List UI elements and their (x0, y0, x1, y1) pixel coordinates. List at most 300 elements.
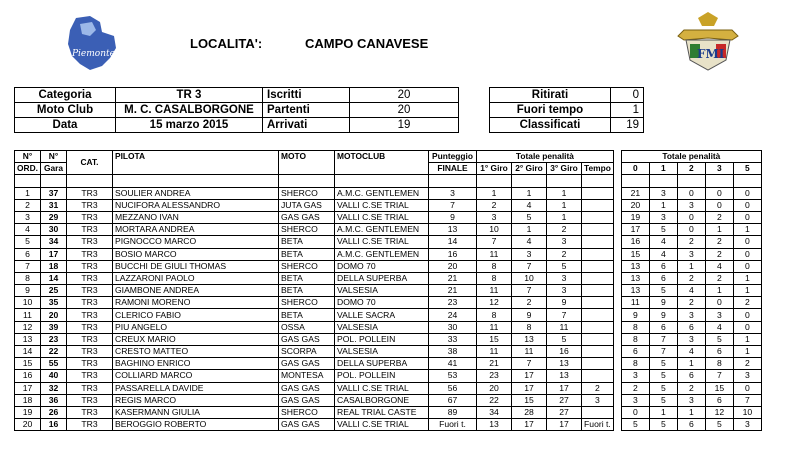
rider-name-cell: BOSIO MARCO (113, 248, 279, 260)
lap-3-cell: 7 (547, 309, 582, 321)
lap-1-cell: 34 (477, 406, 512, 418)
table-row (15, 321, 762, 333)
ritirati-value: 0 (611, 88, 644, 103)
pen-0-count-cell: 6 (621, 346, 649, 358)
column-spacer (613, 285, 621, 297)
column-spacer (613, 346, 621, 358)
header-giro-3: 3° Giro (547, 163, 582, 175)
club-cell: POL. POLLEIN (335, 370, 429, 382)
pen-5-count-cell: 0 (733, 248, 761, 260)
lap-3-cell: 2 (547, 248, 582, 260)
column-spacer (613, 358, 621, 370)
lap-2-cell: 8 (512, 321, 547, 333)
race-number-cell: 22 (41, 346, 67, 358)
category-cell: TR3 (67, 297, 113, 309)
club-cell: A.M.C. GENTLEMEN (335, 248, 429, 260)
lap-3-cell: 13 (547, 370, 582, 382)
rank-cell: 4 (15, 224, 41, 236)
lap-2-cell: 10 (512, 272, 547, 284)
pen-1-count-cell: 5 (649, 358, 677, 370)
rank-cell: 20 (15, 419, 41, 431)
club-cell: DOMO 70 (335, 260, 429, 272)
lap-2-cell: 7 (512, 358, 547, 370)
arrivati-value: 19 (350, 118, 459, 133)
lap-3-cell: 16 (547, 346, 582, 358)
lap-3-cell: 1 (547, 199, 582, 211)
lap-2-cell: 1 (512, 224, 547, 236)
lap-2-cell: 17 (512, 370, 547, 382)
category-cell: TR3 (67, 370, 113, 382)
pen-5-count-cell: 1 (733, 346, 761, 358)
column-spacer (613, 394, 621, 406)
pen-5-count-cell: 0 (733, 309, 761, 321)
pen-5-count-cell: 0 (733, 260, 761, 272)
table-row (15, 358, 762, 370)
header-pen-1: 1 (649, 163, 677, 175)
race-number-cell: 35 (41, 297, 67, 309)
pen-2-count-cell: 6 (677, 321, 705, 333)
pen-0-count-cell: 3 (621, 370, 649, 382)
rank-cell: 9 (15, 285, 41, 297)
bike-cell: SHERCO (279, 297, 335, 309)
time-penalty-cell (582, 309, 614, 321)
lap-2-cell: 2 (512, 297, 547, 309)
svg-text:FMI: FMI (697, 47, 725, 61)
bike-cell: OSSA (279, 321, 335, 333)
lap-3-cell: 27 (547, 394, 582, 406)
club-cell: POL. POLLEIN (335, 333, 429, 345)
pen-0-count-cell: 11 (621, 297, 649, 309)
pen-3-count-cell: 4 (705, 321, 733, 333)
rider-name-cell: REGIS MARCO (113, 394, 279, 406)
bike-cell: JUTA GAS (279, 199, 335, 211)
pen-5-count-cell: 0 (733, 236, 761, 248)
rider-name-cell: PIGNOCCO MARCO (113, 236, 279, 248)
lap-1-cell: 15 (477, 333, 512, 345)
pen-0-count-cell: 13 (621, 285, 649, 297)
time-penalty-cell (582, 321, 614, 333)
time-penalty-cell (582, 346, 614, 358)
column-spacer (613, 260, 621, 272)
header-ord: ORD. (15, 163, 41, 175)
time-penalty-cell (582, 248, 614, 260)
column-spacer (613, 211, 621, 223)
pen-5-count-cell: 0 (733, 211, 761, 223)
pen-2-count-cell: 1 (677, 260, 705, 272)
lap-3-cell: 9 (547, 297, 582, 309)
lap-1-cell: 8 (477, 309, 512, 321)
final-score-cell: 30 (429, 321, 477, 333)
lap-2-cell: 4 (512, 199, 547, 211)
lap-1-cell: 2 (477, 199, 512, 211)
pen-0-count-cell: 13 (621, 260, 649, 272)
rank-cell: 5 (15, 236, 41, 248)
bike-cell: BETA (279, 236, 335, 248)
pen-5-count-cell: 1 (733, 333, 761, 345)
club-cell: VALLI C.SE TRIAL (335, 419, 429, 431)
pen-5-count-cell: 1 (733, 272, 761, 284)
club-cell: DELLA SUPERBA (335, 358, 429, 370)
pen-2-count-cell: 2 (677, 297, 705, 309)
race-number-cell: 17 (41, 248, 67, 260)
pen-3-count-cell: 2 (705, 248, 733, 260)
pen-1-count-cell: 9 (649, 309, 677, 321)
pen-5-count-cell: 0 (733, 382, 761, 394)
location-label: LOCALITA': (190, 36, 263, 51)
rider-name-cell: GIAMBONE ANDREA (113, 285, 279, 297)
bike-cell: GAS GAS (279, 211, 335, 223)
lap-2-cell: 7 (512, 260, 547, 272)
bike-cell: BETA (279, 248, 335, 260)
race-number-cell: 31 (41, 199, 67, 211)
lap-2-cell: 17 (512, 419, 547, 431)
time-penalty-cell (582, 285, 614, 297)
pen-2-count-cell: 2 (677, 236, 705, 248)
pen-1-count-cell: 5 (649, 394, 677, 406)
category-cell: TR3 (67, 211, 113, 223)
column-spacer (613, 224, 621, 236)
header-pen-3: 3 (705, 163, 733, 175)
column-spacer (613, 382, 621, 394)
column-spacer (613, 187, 621, 199)
club-cell: VALLI C.SE TRIAL (335, 211, 429, 223)
race-number-cell: 16 (41, 419, 67, 431)
classificati-value: 19 (611, 118, 644, 133)
rider-name-cell: SOULIER ANDREA (113, 187, 279, 199)
final-score-cell: 89 (429, 406, 477, 418)
pen-1-count-cell: 5 (649, 419, 677, 431)
rider-name-cell: CREUX MARIO (113, 333, 279, 345)
column-spacer (613, 370, 621, 382)
rider-name-cell: CLERICO FABIO (113, 309, 279, 321)
lap-1-cell: 8 (477, 272, 512, 284)
pen-3-count-cell: 2 (705, 211, 733, 223)
pen-1-count-cell: 7 (649, 333, 677, 345)
time-penalty-cell (582, 260, 614, 272)
lap-1-cell: 11 (477, 248, 512, 260)
table-row (15, 248, 762, 260)
lap-2-cell: 11 (512, 346, 547, 358)
pen-5-count-cell: 1 (733, 285, 761, 297)
lap-2-cell: 1 (512, 187, 547, 199)
pen-3-count-cell: 15 (705, 382, 733, 394)
table-row (15, 187, 762, 199)
column-spacer (613, 248, 621, 260)
pen-1-count-cell: 4 (649, 236, 677, 248)
pen-2-count-cell: 3 (677, 333, 705, 345)
pen-0-count-cell: 2 (621, 382, 649, 394)
pen-1-count-cell: 3 (649, 187, 677, 199)
club-cell: VALSESIA (335, 346, 429, 358)
rank-cell: 19 (15, 406, 41, 418)
pen-1-count-cell: 1 (649, 406, 677, 418)
rank-cell: 16 (15, 370, 41, 382)
rank-cell: 3 (15, 211, 41, 223)
pen-3-count-cell: 6 (705, 346, 733, 358)
bike-cell: GAS GAS (279, 333, 335, 345)
header-motoclub: MOTOCLUB (335, 151, 429, 175)
pen-5-count-cell: 2 (733, 358, 761, 370)
pen-0-count-cell: 17 (621, 224, 649, 236)
rank-cell: 7 (15, 260, 41, 272)
time-penalty-cell (582, 211, 614, 223)
time-penalty-cell (582, 187, 614, 199)
pen-2-count-cell: 2 (677, 382, 705, 394)
header-pen-5: 5 (733, 163, 761, 175)
pen-3-count-cell: 12 (705, 406, 733, 418)
pen-3-count-cell: 1 (705, 224, 733, 236)
pen-0-count-cell: 0 (621, 406, 649, 418)
rider-name-cell: CRESTO MATTEO (113, 346, 279, 358)
lap-3-cell: 11 (547, 321, 582, 333)
bike-cell: SHERCO (279, 224, 335, 236)
column-spacer (613, 236, 621, 248)
category-cell: TR3 (67, 406, 113, 418)
rank-cell: 14 (15, 346, 41, 358)
lap-2-cell: 9 (512, 309, 547, 321)
pen-5-count-cell: 3 (733, 370, 761, 382)
column-spacer (613, 321, 621, 333)
lap-1-cell: 11 (477, 321, 512, 333)
table-row (15, 333, 762, 345)
final-score-cell: 24 (429, 309, 477, 321)
lap-1-cell: 11 (477, 346, 512, 358)
race-number-cell: 37 (41, 187, 67, 199)
lap-3-cell: 1 (547, 187, 582, 199)
pen-2-count-cell: 0 (677, 224, 705, 236)
club-cell: VALSESIA (335, 285, 429, 297)
category-cell: TR3 (67, 285, 113, 297)
rider-name-cell: PIU ANGELO (113, 321, 279, 333)
lap-1-cell: 13 (477, 419, 512, 431)
rank-cell: 17 (15, 382, 41, 394)
categoria-label: Categoria (15, 88, 116, 103)
pen-0-count-cell: 3 (621, 394, 649, 406)
pen-3-count-cell: 0 (705, 199, 733, 211)
column-spacer (613, 419, 621, 431)
blank-row (15, 175, 762, 187)
rank-cell: 11 (15, 309, 41, 321)
time-penalty-cell (582, 297, 614, 309)
table-row (15, 297, 762, 309)
pen-0-count-cell: 9 (621, 309, 649, 321)
pen-0-count-cell: 8 (621, 358, 649, 370)
pen-2-count-cell: 6 (677, 419, 705, 431)
lap-3-cell: 13 (547, 358, 582, 370)
time-penalty-cell (582, 333, 614, 345)
pen-5-count-cell: 0 (733, 199, 761, 211)
categoria-value: TR 3 (116, 88, 263, 103)
lap-3-cell: 17 (547, 382, 582, 394)
club-cell: VALSESIA (335, 321, 429, 333)
header-moto: MOTO (279, 151, 335, 175)
race-number-cell: 29 (41, 211, 67, 223)
race-number-cell: 14 (41, 272, 67, 284)
pen-0-count-cell: 15 (621, 248, 649, 260)
lap-3-cell: 1 (547, 211, 582, 223)
final-score-cell: 38 (429, 346, 477, 358)
club-cell: VALLI C.SE TRIAL (335, 382, 429, 394)
pen-1-count-cell: 7 (649, 346, 677, 358)
pen-3-count-cell: 8 (705, 358, 733, 370)
rider-name-cell: BAGHINO ENRICO (113, 358, 279, 370)
iscritti-label: Iscritti (263, 88, 350, 103)
category-cell: TR3 (67, 419, 113, 431)
table-row (15, 382, 762, 394)
rank-cell: 10 (15, 297, 41, 309)
event-info-table (14, 87, 459, 133)
bike-cell: MONTESA (279, 370, 335, 382)
pen-3-count-cell: 5 (705, 419, 733, 431)
bike-cell: BETA (279, 285, 335, 297)
lap-2-cell: 5 (512, 211, 547, 223)
pen-3-count-cell: 5 (705, 333, 733, 345)
pen-2-count-cell: 1 (677, 406, 705, 418)
rank-cell: 6 (15, 248, 41, 260)
time-penalty-cell (582, 236, 614, 248)
category-cell: TR3 (67, 321, 113, 333)
table-row (15, 272, 762, 284)
lap-3-cell: 27 (547, 406, 582, 418)
header-gara: Gara (41, 163, 67, 175)
pen-2-count-cell: 2 (677, 272, 705, 284)
rider-name-cell: NUCIFORA ALESSANDRO (113, 199, 279, 211)
category-cell: TR3 (67, 236, 113, 248)
arrivati-label: Arrivati (263, 118, 350, 133)
pen-2-count-cell: 4 (677, 285, 705, 297)
category-cell: TR3 (67, 346, 113, 358)
header-totale-penalita-punti: Totale penalità (621, 151, 761, 163)
race-number-cell: 39 (41, 321, 67, 333)
header-n-gara: N° (41, 151, 67, 163)
column-spacer (613, 406, 621, 418)
moto-club-label: Moto Club (15, 103, 116, 118)
pen-5-count-cell: 0 (733, 187, 761, 199)
bike-cell: GAS GAS (279, 382, 335, 394)
table-row (15, 370, 762, 382)
lap-1-cell: 21 (477, 358, 512, 370)
bike-cell: BETA (279, 309, 335, 321)
final-score-cell: 67 (429, 394, 477, 406)
race-number-cell: 34 (41, 236, 67, 248)
pen-0-count-cell: 5 (621, 419, 649, 431)
column-spacer (613, 333, 621, 345)
pen-3-count-cell: 2 (705, 236, 733, 248)
lap-3-cell: 5 (547, 333, 582, 345)
race-number-cell: 32 (41, 382, 67, 394)
final-score-cell: 41 (429, 358, 477, 370)
lap-1-cell: 22 (477, 394, 512, 406)
rider-name-cell: BUCCHI DE GIULI THOMAS (113, 260, 279, 272)
time-penalty-cell: 3 (582, 394, 614, 406)
fuori-tempo-label: Fuori tempo (490, 103, 611, 118)
category-cell: TR3 (67, 333, 113, 345)
header-tempo: Tempo (582, 163, 614, 175)
header-totale-penalita-giri: Totale penalità (477, 151, 614, 163)
club-cell: A.M.C. GENTLEMEN (335, 224, 429, 236)
category-cell: TR3 (67, 187, 113, 199)
pen-5-count-cell: 3 (733, 419, 761, 431)
time-penalty-cell (582, 406, 614, 418)
header-pen-2: 2 (677, 163, 705, 175)
pen-3-count-cell: 7 (705, 370, 733, 382)
lap-3-cell: 3 (547, 236, 582, 248)
column-spacer (613, 272, 621, 284)
lap-2-cell: 4 (512, 236, 547, 248)
lap-1-cell: 20 (477, 382, 512, 394)
bike-cell: GAS GAS (279, 394, 335, 406)
pen-3-count-cell: 0 (705, 187, 733, 199)
club-cell: A.M.C. GENTLEMEN (335, 187, 429, 199)
moto-club-value: M. C. CASALBORGONE (116, 103, 263, 118)
results-table (14, 150, 762, 431)
location-value: CAMPO CANAVESE (305, 36, 429, 51)
final-score-cell: 20 (429, 260, 477, 272)
classificati-label: Classificati (490, 118, 611, 133)
rank-cell: 15 (15, 358, 41, 370)
table-row (15, 285, 762, 297)
lap-1-cell: 12 (477, 297, 512, 309)
rank-cell: 18 (15, 394, 41, 406)
pen-1-count-cell: 4 (649, 248, 677, 260)
pen-2-count-cell: 1 (677, 358, 705, 370)
club-cell: REAL TRIAL CASTE (335, 406, 429, 418)
lap-3-cell: 3 (547, 285, 582, 297)
time-penalty-cell (582, 358, 614, 370)
pen-2-count-cell: 3 (677, 309, 705, 321)
table-row (15, 236, 762, 248)
category-cell: TR3 (67, 260, 113, 272)
header-n-ord: N° (15, 151, 41, 163)
lap-1-cell: 3 (477, 211, 512, 223)
race-number-cell: 25 (41, 285, 67, 297)
lap-2-cell: 13 (512, 333, 547, 345)
fuori-tempo-value: 1 (611, 103, 644, 118)
lap-1-cell: 10 (477, 224, 512, 236)
category-cell: TR3 (67, 358, 113, 370)
bike-cell: GAS GAS (279, 419, 335, 431)
results-summary-table (489, 87, 644, 133)
table-row (15, 224, 762, 236)
lap-1-cell: 8 (477, 260, 512, 272)
lap-3-cell: 2 (547, 224, 582, 236)
pen-2-count-cell: 3 (677, 248, 705, 260)
bike-cell: SHERCO (279, 187, 335, 199)
pen-3-count-cell: 1 (705, 285, 733, 297)
lap-2-cell: 17 (512, 382, 547, 394)
category-cell: TR3 (67, 272, 113, 284)
pen-3-count-cell: 3 (705, 309, 733, 321)
final-score-cell: 21 (429, 272, 477, 284)
table-row (15, 199, 762, 211)
pen-2-count-cell: 4 (677, 346, 705, 358)
bike-cell: SHERCO (279, 260, 335, 272)
time-penalty-cell (582, 224, 614, 236)
header-giro-2: 2° Giro (512, 163, 547, 175)
bike-cell: GAS GAS (279, 358, 335, 370)
pen-0-count-cell: 20 (621, 199, 649, 211)
rank-cell: 8 (15, 272, 41, 284)
category-cell: TR3 (67, 199, 113, 211)
race-number-cell: 26 (41, 406, 67, 418)
column-spacer (613, 297, 621, 309)
lap-1-cell: 1 (477, 187, 512, 199)
pen-3-count-cell: 2 (705, 272, 733, 284)
pen-2-count-cell: 0 (677, 211, 705, 223)
bike-cell: SCORPA (279, 346, 335, 358)
lap-1-cell: 23 (477, 370, 512, 382)
ritirati-label: Ritirati (490, 88, 611, 103)
